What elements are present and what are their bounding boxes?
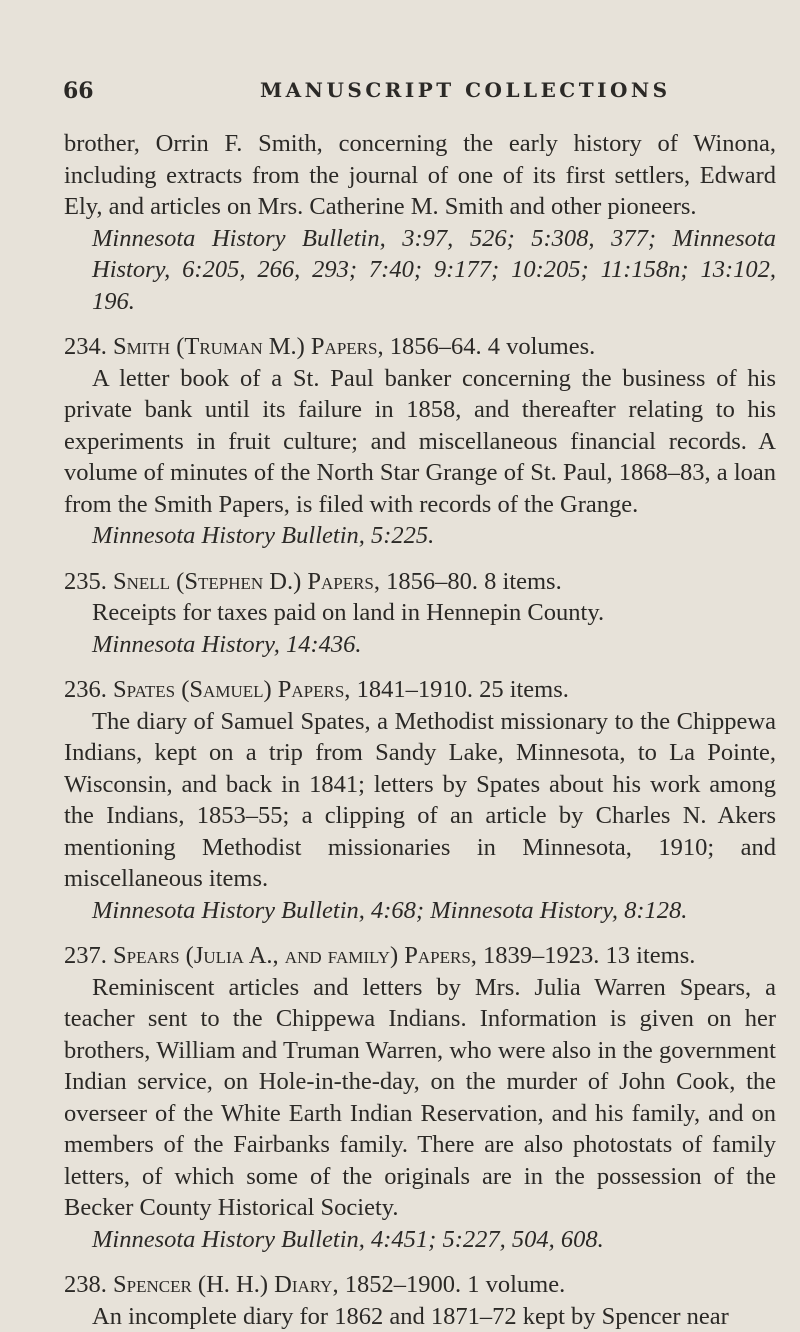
entry-234 — [64, 331, 776, 552]
entry-description: Receipts for taxes paid on land in Hennepin County. — [64, 597, 776, 629]
entry-span: 1841–1910. 25 items. — [357, 676, 569, 703]
entry-heading — [64, 940, 776, 972]
entry-citation: Minnesota History Bulletin, 4:68; Minnesota History, 8:128. — [64, 895, 776, 927]
entry-description: An incomplete diary for 1862 and 1871–72 kept by Spencer near — [64, 1301, 776, 1332]
body-text — [64, 128, 776, 1332]
entry-heading — [64, 566, 776, 598]
entry-number: 234. — [64, 333, 107, 360]
entry-description: A letter book of a St. Paul banker concerning the business of his private bank until its failure in 1858, and thereafter relating to his experiments in fruit culture; and miscellaneous financial records. A volume of minutes of the North Star Grange of St. Paul, 1868–83, a loan from the Smith Papers, is filed with records of the Grange. — [64, 363, 776, 521]
entry-number: 236. — [64, 676, 107, 703]
entry-number: 235. — [64, 568, 107, 595]
entry-name: Spears (Julia A., and family) Papers, — [113, 942, 477, 969]
entry-span: 1839–1923. 13 items. — [483, 942, 695, 969]
entry-number: 237. — [64, 942, 107, 969]
entry-238 — [64, 1269, 776, 1332]
entry-description: The diary of Samuel Spates, a Methodist missionary to the Chippewa Indians, kept on a trip from Sandy Lake, Minnesota, to La Pointe, Wisconsin, and back in 1841; letters by Spates about his work among the Indians, 1853–55; a clipping of an article by Charles N. Akers mentioning Methodist missionaries in Minnesota, 1910; and miscellaneous items. — [64, 706, 776, 895]
entry-name: Spates (Samuel) Papers, — [113, 676, 350, 703]
entry-heading — [64, 1269, 776, 1301]
entry-citation: Minnesota History Bulletin, 5:225. — [64, 520, 776, 552]
entry-name: Smith (Truman M.) Papers, — [113, 333, 384, 360]
entry-citation: Minnesota History, 14:436. — [64, 629, 776, 661]
entry-span: 1856–80. 8 items. — [386, 568, 562, 595]
entry-heading — [64, 674, 776, 706]
entry-name: Spencer (H. H.) Diary, — [113, 1271, 339, 1298]
entry-description: Reminiscent articles and letters by Mrs. Julia Warren Spears, a teacher sent to the Chippewa Indians. Information is given on her brothers, William and Truman Warren, who were also in the government Indian service, on Hole-in-the-day, on the murder of John Cook, the overseer of the White Earth Indian Reservation, and his family, and on members of the Fairbanks family. There are also photostats of family letters, of which some of the originals are in the possession of the Becker County Historical Society. — [64, 972, 776, 1224]
running-title: MANUSCRIPT COLLECTIONS — [260, 78, 671, 102]
continuation-text: brother, Orrin F. Smith, concerning the early history of Winona, including extracts from the journal of one of its first settlers, Edward Ely, and articles on Mrs. Catherine M. Smith and other pioneers. — [64, 128, 776, 223]
entry-237 — [64, 940, 776, 1255]
entry-span: 1856–64. 4 volumes. — [390, 333, 596, 360]
page-number: 66 — [63, 78, 94, 104]
entry-235 — [64, 566, 776, 661]
continuation-citation: Minnesota History Bulletin, 3:97, 526; 5:308, 377; Minnesota History, 6:205, 266, 293; 7:40; 9:177; 10:205; 11:158n; 13:102, 196. — [64, 223, 776, 318]
entry-span: 1852–1900. 1 volume. — [345, 1271, 566, 1298]
entry-number: 238. — [64, 1271, 107, 1298]
entry-236 — [64, 674, 776, 926]
entry-heading — [64, 331, 776, 363]
entry-citation: Minnesota History Bulletin, 4:451; 5:227, 504, 608. — [64, 1224, 776, 1256]
entry-name: Snell (Stephen D.) Papers, — [113, 568, 380, 595]
